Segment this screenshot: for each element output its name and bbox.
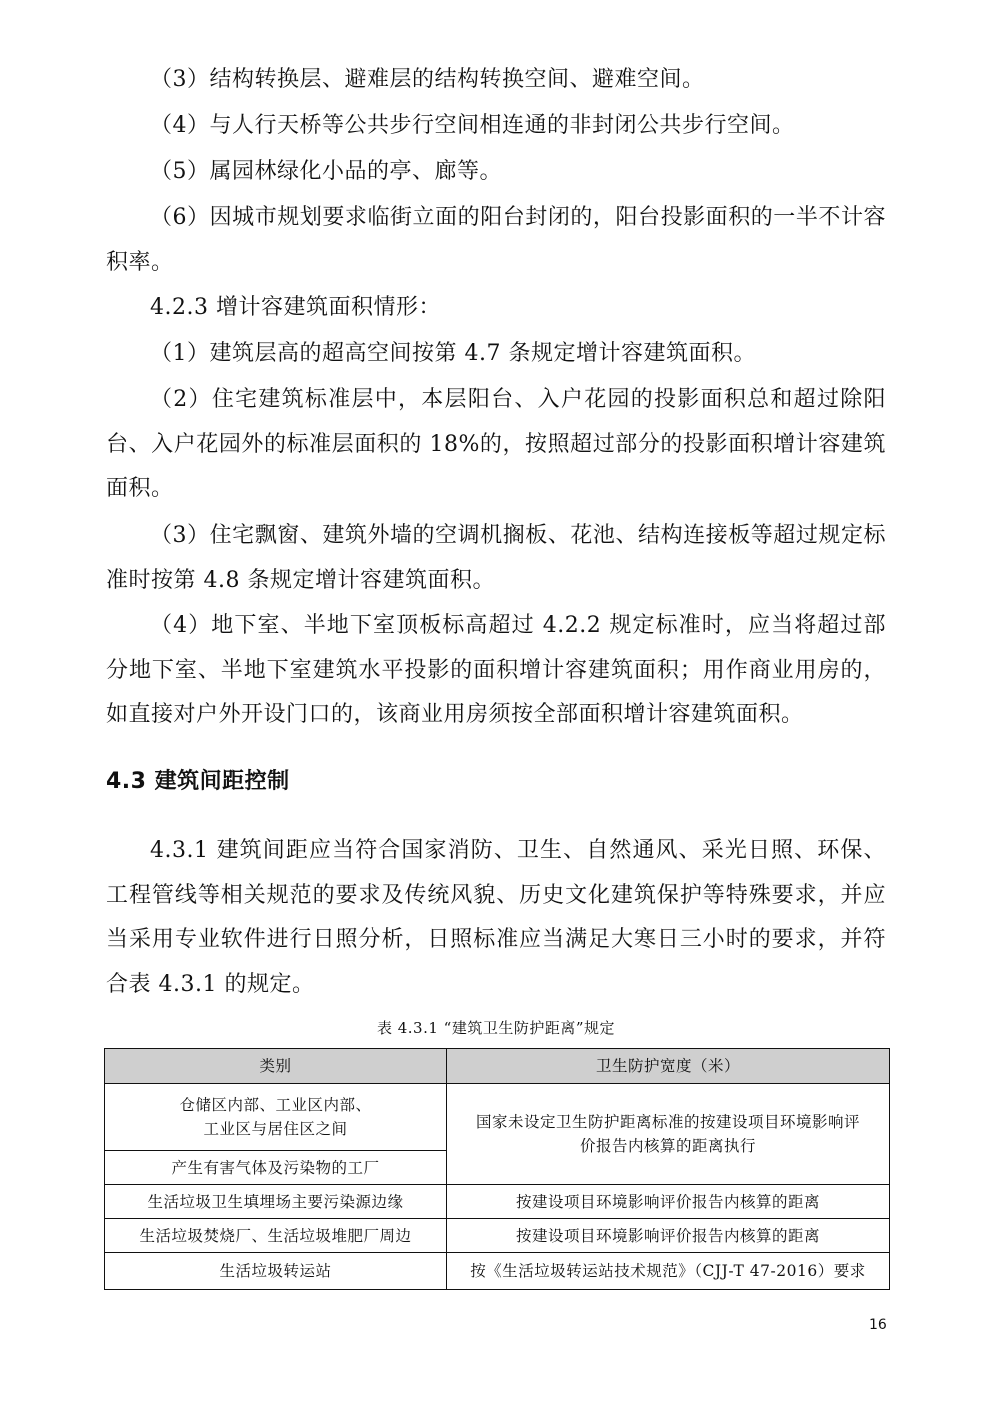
table-cell-width: 按建设项目环境影响评价报告内核算的距离 (447, 1219, 890, 1253)
paragraph-4-2-3-item-2: （2）住宅建筑标准层中，本层阳台、入户花园的投影面积总和超过除阳台、入户花园外的标准层面积的 18%的，按照超过部分的投影面积增计容建筑面积。 (106, 387, 886, 501)
table-cell-width (447, 1084, 890, 1185)
page-number: 16 (869, 1317, 887, 1333)
cell-line: 价报告内核算的距离执行 (579, 1137, 756, 1155)
section-heading: 4.3 建筑间距控制 (106, 769, 290, 794)
paragraph-4-2-3-item-3: （3）住宅飘窗、建筑外墙的空调机搁板、花池、结构连接板等超过规定标准时按第 4.8 条规定增计容建筑面积。 (106, 523, 886, 593)
table-cell-width: 按建设项目环境影响评价报告内核算的距离 (447, 1185, 890, 1219)
table-cell-category: 产生有害气体及污染物的工厂 (105, 1151, 447, 1185)
clause-4-3-1: 4.3.1 建筑间距应当符合国家消防、卫生、自然通风、采光日照、环保、工程管线等相关规范的要求及传统风貌、历史文化建筑保护等特殊要求，并应当采用专业软件进行日照分析，日照标准应当满足大寒日三小时的要求，并符合表 4.3.1 的规定。 (106, 838, 886, 997)
table-row (105, 1219, 890, 1253)
table-cell-category: 生活垃圾焚烧厂、生活垃圾堆肥厂周边 (105, 1219, 447, 1253)
paragraph-4-2-3-item-1: （1）建筑层高的超高空间按第 4.7 条规定增计容建筑面积。 (150, 341, 756, 366)
table-cell-width: 按《生活垃圾转运站技术规范》（CJJ-T 47-2016）要求 (447, 1253, 890, 1290)
table-row (105, 1084, 890, 1151)
cell-line: 国家未设定卫生防护距离标准的按建设项目环境影响评 (475, 1113, 860, 1131)
paragraph-item-5: （5）属园林绿化小品的亭、廊等。 (150, 159, 502, 184)
cell-line: 仓储区内部、工业区内部、 (179, 1096, 372, 1114)
cell-line: 工业区与居住区之间 (203, 1120, 348, 1138)
paragraph-item-4: （4）与人行天桥等公共步行空间相连通的非封闭公共步行空间。 (150, 113, 795, 138)
table-cell-category (105, 1084, 447, 1151)
table-header-row (105, 1049, 890, 1084)
table-cell-category: 生活垃圾转运站 (105, 1253, 447, 1290)
protection-distance-table (104, 1048, 890, 1290)
table-row (105, 1185, 890, 1219)
clause-4-2-3-title: 4.2.3 增计容建筑面积情形： (150, 295, 441, 320)
table-cell-category: 生活垃圾卫生填埋场主要污染源边缘 (105, 1185, 447, 1219)
paragraph-4-2-3-item-4: （4）地下室、半地下室顶板标高超过 4.2.2 规定标准时，应当将超过部分地下室、半地下室建筑水平投影的面积增计容建筑面积；用作商业用房的，如直接对户外开设门口的，该商业用房须按全部面积增计容建筑面积。 (106, 613, 886, 727)
paragraph-item-6: （6）因城市规划要求临街立面的阳台封闭的，阳台投影面积的一半不计容积率。 (106, 205, 886, 275)
paragraph-item-3: （3）结构转换层、避难层的结构转换空间、避难空间。 (150, 67, 705, 92)
table-row (105, 1253, 890, 1290)
table-caption: 表 4.3.1 “建筑卫生防护距离”规定 (376, 1019, 616, 1037)
column-header-category: 类别 (105, 1049, 447, 1084)
column-header-width: 卫生防护宽度（米） (447, 1049, 890, 1084)
